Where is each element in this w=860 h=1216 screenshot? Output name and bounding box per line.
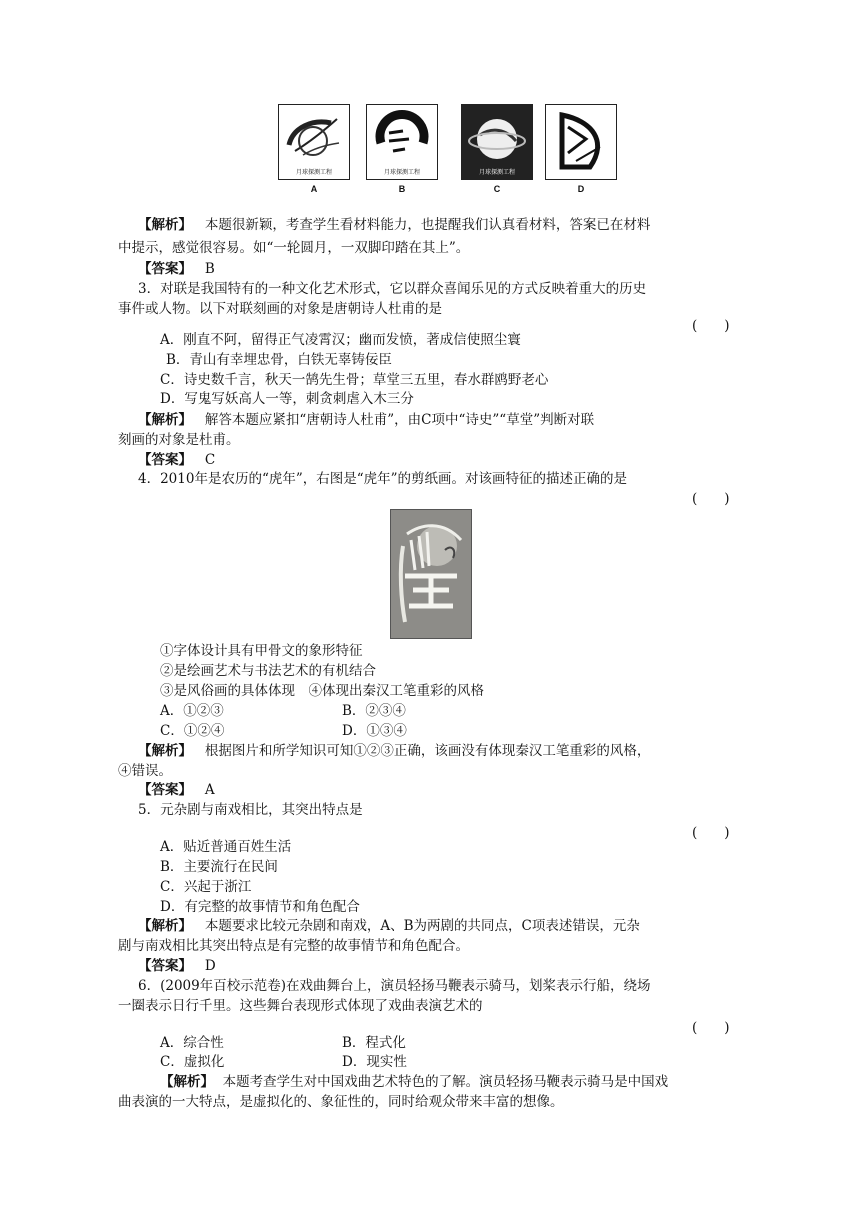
logo-b-image	[366, 104, 438, 180]
logo-option-c	[461, 104, 533, 196]
q6-option-d: D．现实性	[342, 1054, 407, 1070]
logo-b-letter: B	[398, 184, 406, 194]
logo-c-caption: 月球探测工程	[478, 169, 515, 176]
q4-answer-blank: ( )	[692, 491, 730, 507]
q4-item-2: ②是绘画艺术与书法艺术的有机结合	[160, 663, 376, 679]
q6-analysis-label: 【解析】	[160, 1074, 214, 1090]
q5-answer	[138, 956, 216, 976]
q5-analysis-label: 【解析】	[138, 918, 192, 934]
q2-answer	[138, 259, 215, 279]
q2-analysis-label: 【解析】	[138, 217, 192, 233]
q3-option-d: D．写鬼写妖高人一等，刺贪刺虐入木三分	[160, 391, 414, 407]
q3-option-a: A．刚直不阿，留得正气凌霄汉；幽而发愤，著成信使照尘寰	[160, 332, 521, 348]
logo-a-letter: A	[310, 184, 318, 194]
q4-analysis-line1	[138, 741, 650, 761]
q2-analysis-text1: 本题很新颖，考查学生看材料能力，也提醒我们认真看材料，答案已在材料	[204, 217, 651, 233]
q4-stem: 4．2010年是农历的“虎年”，右图是“虎年”的剪纸画。对该画特征的描述正确的是	[138, 471, 628, 487]
q6-answer-blank: ( )	[692, 1020, 730, 1036]
logo-b-caption: 月球探测工程	[383, 169, 420, 176]
q5-analysis-line2: 剧与南戏相比其突出特点是有完整的故事情节和角色配合。	[118, 938, 469, 954]
logo-c-letter: C	[493, 184, 501, 194]
moon-logo-options	[278, 104, 618, 196]
q4-answer-value: A	[204, 782, 215, 798]
q4-item-1: ①字体设计具有甲骨文的象形特征	[160, 643, 363, 659]
q6-stem-line2: 一圈表示日行千里。这些舞台表现形式体现了戏曲表演艺术的	[118, 998, 483, 1014]
q3-stem-line1: 3．对联是我国特有的一种文化艺术形式，它以群众喜闻乐见的方式反映着重大的历史	[138, 281, 647, 297]
tiger-papercut-image	[390, 509, 472, 639]
q4-option-d: D．①③④	[342, 723, 407, 739]
q3-analysis-text1: 解答本题应紧扣“唐朝诗人杜甫”，由C项中“诗史”“草堂”判断对联	[204, 412, 595, 428]
q4-answer	[138, 780, 215, 800]
q6-option-a: A．综合性	[160, 1035, 224, 1051]
q6-analysis-line2: 曲表演的一大特点，是虚拟化的、象征性的，同时给观众带来丰富的想像。	[118, 1094, 564, 1110]
q3-answer-label: 【答案】	[138, 452, 192, 468]
logo-d-image	[545, 104, 617, 180]
q3-option-c: C．诗史数千言，秋天一鹄先生骨；草堂三五里，春水群鸥野老心	[160, 372, 549, 388]
logo-c-image	[461, 104, 533, 180]
q5-answer-value: D	[204, 958, 216, 974]
logo-option-b	[366, 104, 438, 196]
q5-answer-blank: ( )	[692, 825, 730, 841]
q3-stem-line2: 事件或人物。以下对联刻画的对象是唐朝诗人杜甫的是	[118, 301, 442, 317]
q6-option-c: C．虚拟化	[160, 1054, 225, 1070]
q6-analysis-line1	[160, 1072, 668, 1092]
q5-option-c: C．兴起于浙江	[160, 879, 252, 895]
q5-answer-label: 【答案】	[138, 958, 192, 974]
q4-analysis-label: 【解析】	[138, 743, 192, 759]
q6-stem-line1: 6．(2009年百校示范卷)在戏曲舞台上，演员轻扬马鞭表示骑马，划桨表示行船，绕场	[138, 978, 651, 994]
q5-option-d: D．有完整的故事情节和角色配合	[160, 899, 360, 915]
q4-analysis-text1: 根据图片和所学知识可知①②③正确，该画没有体现秦汉工笔重彩的风格，	[204, 743, 651, 759]
logo-option-d	[545, 104, 617, 196]
q6-option-b: B．程式化	[342, 1035, 406, 1051]
q4-option-b: B．②③④	[342, 703, 406, 719]
q3-analysis-line2: 刻画的对象是杜甫。	[118, 432, 240, 448]
logo-option-a	[278, 104, 350, 196]
logo-a-image	[278, 104, 350, 180]
q3-analysis-label: 【解析】	[138, 412, 192, 428]
q2-answer-label: 【答案】	[138, 261, 192, 277]
q5-analysis-text1: 本题要求比较元杂剧和南戏，A、B为两剧的共同点，C项表述错误，元杂	[204, 918, 640, 934]
q2-answer-value: B	[204, 261, 215, 277]
q4-answer-label: 【答案】	[138, 782, 192, 798]
q3-answer-blank: ( )	[692, 318, 730, 334]
q5-option-a: A．贴近普通百姓生活	[160, 839, 292, 855]
logo-d-letter: D	[577, 184, 585, 194]
q4-item-3: ③是风俗画的具体体现 ④体现出秦汉工笔重彩的风格	[160, 683, 484, 699]
q3-analysis-line1	[138, 410, 594, 430]
q3-answer	[138, 450, 215, 470]
q4-analysis-line2: ④错误。	[118, 763, 172, 779]
q4-option-c: C．①②④	[160, 723, 225, 739]
q4-option-a: A．①②③	[160, 703, 224, 719]
q5-analysis-line1	[138, 916, 640, 936]
q5-option-b: B．主要流行在民间	[160, 859, 278, 875]
q3-answer-value: C	[204, 452, 216, 468]
q2-analysis-line1	[138, 215, 650, 235]
q2-analysis-line2: 中提示，感觉很容易。如“一轮圆月，一双脚印踏在其上”。	[118, 240, 470, 256]
q6-analysis-text1: 本题考查学生对中国戏曲艺术特色的了解。演员轻扬马鞭表示骑马是中国戏	[222, 1074, 669, 1090]
logo-a-caption: 月球探测工程	[295, 169, 332, 176]
q3-option-b: B．青山有幸埋忠骨，白铁无辜铸佞臣	[166, 352, 392, 368]
q5-stem: 5．元杂剧与南戏相比，其突出特点是	[138, 802, 363, 818]
